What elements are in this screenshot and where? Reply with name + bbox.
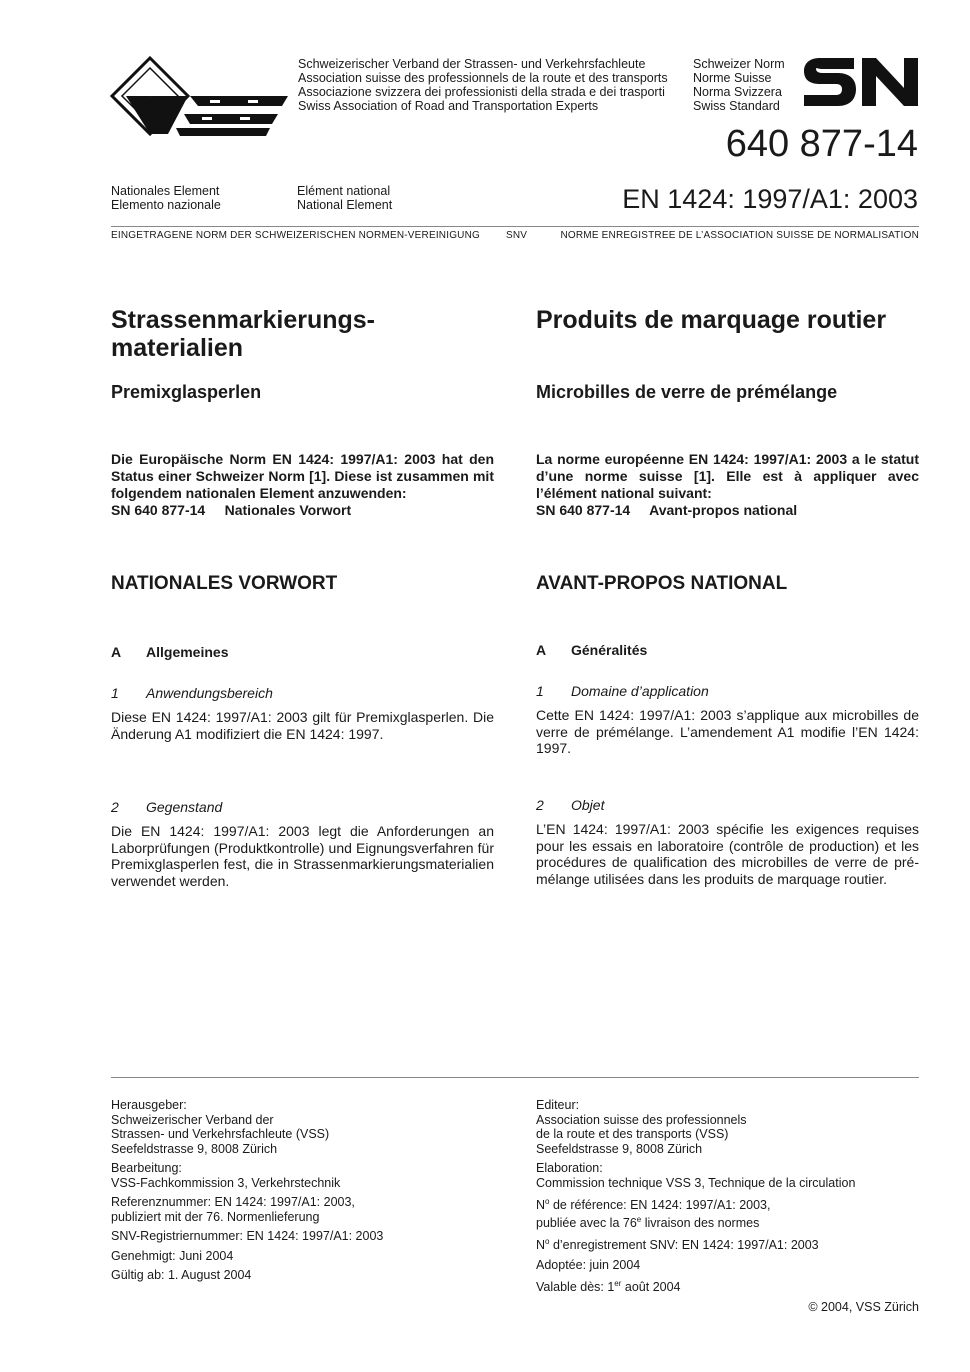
- heading-2-fr-title: Objet: [571, 797, 605, 813]
- subtitle-fr: Microbilles de verre de prémélange: [536, 382, 838, 402]
- element-de-it: [111, 184, 221, 212]
- section-title-fr: AVANT-PROPOS NATIONAL: [536, 573, 788, 594]
- org-name-en: Swiss Association of Road and Transportation Experts: [298, 99, 599, 113]
- reference-de-line-1: Referenznummer: EN 1424: 1997/A1: 2003,: [111, 1195, 355, 1209]
- heading-1-de-title: Anwendungsbereich: [146, 685, 273, 701]
- reference-fr-line-1: $N^o$ de référence: EN 1424: 1997/A1: 2003,: [536, 1197, 771, 1213]
- editor-fr-label: Elaboration:: [536, 1161, 603, 1175]
- intro-fr: [536, 451, 919, 519]
- valid-de: Gültig ab: 1. August 2004: [111, 1268, 252, 1282]
- publisher-fr-line-3: Seefeldstrasse 9, 8008 Zürich: [536, 1141, 703, 1156]
- heading-a-fr-title: Généralités: [571, 642, 648, 658]
- imprint-fr: [536, 1098, 926, 1300]
- org-names: [298, 57, 668, 113]
- element-label-it: Elemento nazionale: [111, 198, 221, 212]
- norm-label-it: Norma Svizzera: [693, 85, 782, 99]
- org-name-fr: Association suisse des professionnels de la route et des transports: [298, 71, 668, 85]
- norm-labels: [693, 57, 785, 113]
- approved-de: Genehmigt: Juni 2004: [111, 1248, 234, 1263]
- heading-2-de: [111, 799, 222, 815]
- heading-a-de: [111, 644, 228, 660]
- heading-2-fr-number: 2: [536, 797, 544, 813]
- en-reference: EN 1424: 1997/A1: 2003: [622, 184, 918, 214]
- reference-fr-line-2: publiée avec la 76e livraison des normes: [536, 1214, 760, 1230]
- snv-number-fr: $N^o$ d’enregistrement SNV: EN 1424: 1997/A1: 2003: [536, 1237, 819, 1253]
- title-de: [111, 306, 501, 362]
- norm-number: 640 877-14: [725, 123, 918, 165]
- editor-de-label: Bearbeitung:: [111, 1161, 182, 1175]
- publisher-fr-line-1: Association suisse des professionnels: [536, 1112, 747, 1127]
- approved-fr: Adoptée: juin 2004: [536, 1257, 641, 1272]
- heading-2-de-title: Gegenstand: [146, 799, 223, 815]
- registration-snv: SNV: [506, 230, 528, 241]
- heading-a-fr-letter: A: [536, 642, 547, 658]
- publisher-de-line-1: Schweizerischer Verband der: [111, 1112, 274, 1127]
- intro-fr-element: SN 640 877-14 Avant-propos national: [536, 502, 798, 518]
- editor-fr-value: Commission technique VSS 3, Technique de la circulation: [536, 1175, 856, 1190]
- heading-1-de-number: 1: [111, 685, 119, 701]
- paragraph-2-de: Die EN 1424: 1997/A1: 2003 legt die Anforderungen an Laborprüfungen (Produktkontrolle) und Eignungsverfahren für Premixglasperlen fest, die in Strassenmarkierungsmaterialien verwendet werden.: [111, 823, 494, 889]
- heading-a-de-title: Allgemeines: [146, 644, 229, 660]
- copyright: © 2004, VSS Zürich: [808, 1300, 919, 1314]
- norm-label-de: Schweizer Norm: [693, 57, 785, 71]
- publisher-de: [111, 1098, 501, 1156]
- org-name-de: Schweizerischer Verband der Strassen- und Verkehrsfachleute: [298, 57, 646, 71]
- norm-label-en: Swiss Standard: [693, 99, 780, 113]
- paragraph-2-fr: L’EN 1424: 1997/A1: 2003 spécifie les exigences requises pour les essais en laboratoire (contrôle de production) et les procédures de qualification des microbilles de verre de prémélange utilisées dans les produits de marquage routier.: [536, 821, 919, 887]
- paragraph-1-fr: Cette EN 1424: 1997/A1: 2003 s’applique aux microbilles de verre de prémélange. L’amendement A1 modifie l’EN 1424: 1997.: [536, 707, 919, 756]
- title-de-line-1: Strassenmarkierungs-: [111, 306, 376, 334]
- element-label-en: National Element: [297, 198, 393, 212]
- registration-de: EINGETRAGENE NORM DER SCHWEIZERISCHEN NORMEN-VEREINIGUNG: [111, 230, 481, 241]
- title-fr: Produits de marquage routier: [536, 306, 887, 334]
- reference-fr: [536, 1195, 926, 1230]
- heading-1-fr-title: Domaine d’application: [571, 683, 709, 699]
- editor-fr: [536, 1161, 926, 1190]
- header-divider: [111, 226, 919, 227]
- reference-de-line-2: publiziert mit der 76. Normenlieferung: [111, 1209, 320, 1224]
- heading-a-fr: [536, 642, 647, 658]
- publisher-de-line-2: Strassen- und Verkehrsfachleute (VSS): [111, 1127, 330, 1141]
- heading-1-de: [111, 685, 273, 701]
- element-fr-en: [297, 184, 392, 212]
- publisher-fr: [536, 1098, 926, 1156]
- intro-fr-text: La norme européenne EN 1424: 1997/A1: 2003 a le statut d’une norme suisse [1]. Elle est à appliquer avec l’élément national suivant:: [536, 451, 919, 501]
- title-de-line-2: materialien: [111, 334, 244, 362]
- vss-logo: [110, 56, 290, 140]
- snv-number-de: SNV-Registriernummer: EN 1424: 1997/A1: 2003: [111, 1229, 384, 1243]
- section-title-de: NATIONALES VORWORT: [111, 573, 338, 594]
- intro-de-element: SN 640 877-14 Nationales Vorwort: [111, 502, 352, 518]
- registration-fr: NORME ENREGISTREE DE L’ASSOCIATION SUISSE DE NORMALISATION: [560, 230, 919, 241]
- publisher-de-line-3: Seefeldstrasse 9, 8008 Zürich: [111, 1141, 278, 1156]
- subtitle-de: Premixglasperlen: [111, 382, 262, 402]
- publisher-fr-line-2: de la route et des transports (VSS): [536, 1127, 729, 1141]
- editor-de-value: VSS-Fachkommission 3, Verkehrstechnik: [111, 1175, 341, 1190]
- heading-a-de-letter: A: [111, 644, 122, 660]
- editor-de: [111, 1161, 501, 1190]
- publisher-de-label: Herausgeber:: [111, 1098, 187, 1112]
- intro-de-text: Die Europäische Norm EN 1424: 1997/A1: 2003 hat den Status einer Schweizer Norm [1]. Diese ist zusammen mit folgendem nationalen Element anzuwenden:: [111, 451, 494, 501]
- element-label-de: Nationales Element: [111, 184, 220, 198]
- heading-1-fr-number: 1: [536, 683, 544, 699]
- footer-divider: [111, 1077, 919, 1078]
- paragraph-1-de: Diese EN 1424: 1997/A1: 2003 gilt für Premixglasperlen. Die Änderung A1 modifiziert die EN 1424: 1997.: [111, 709, 494, 742]
- imprint-de: [111, 1098, 501, 1288]
- reference-de: [111, 1195, 501, 1224]
- heading-2-fr: [536, 797, 604, 813]
- sn-logo: [802, 54, 920, 110]
- element-label-fr: Elément national: [297, 184, 391, 198]
- publisher-fr-label: Editeur:: [536, 1098, 580, 1112]
- norm-label-fr: Norme Suisse: [693, 71, 772, 85]
- valid-fr: Valable dès: 1er août 2004: [536, 1279, 681, 1295]
- heading-1-fr: [536, 683, 709, 699]
- heading-2-de-number: 2: [111, 799, 119, 815]
- org-name-it: Associazione svizzera dei professionisti della strada e dei trasporti: [298, 85, 665, 99]
- intro-de: [111, 451, 494, 519]
